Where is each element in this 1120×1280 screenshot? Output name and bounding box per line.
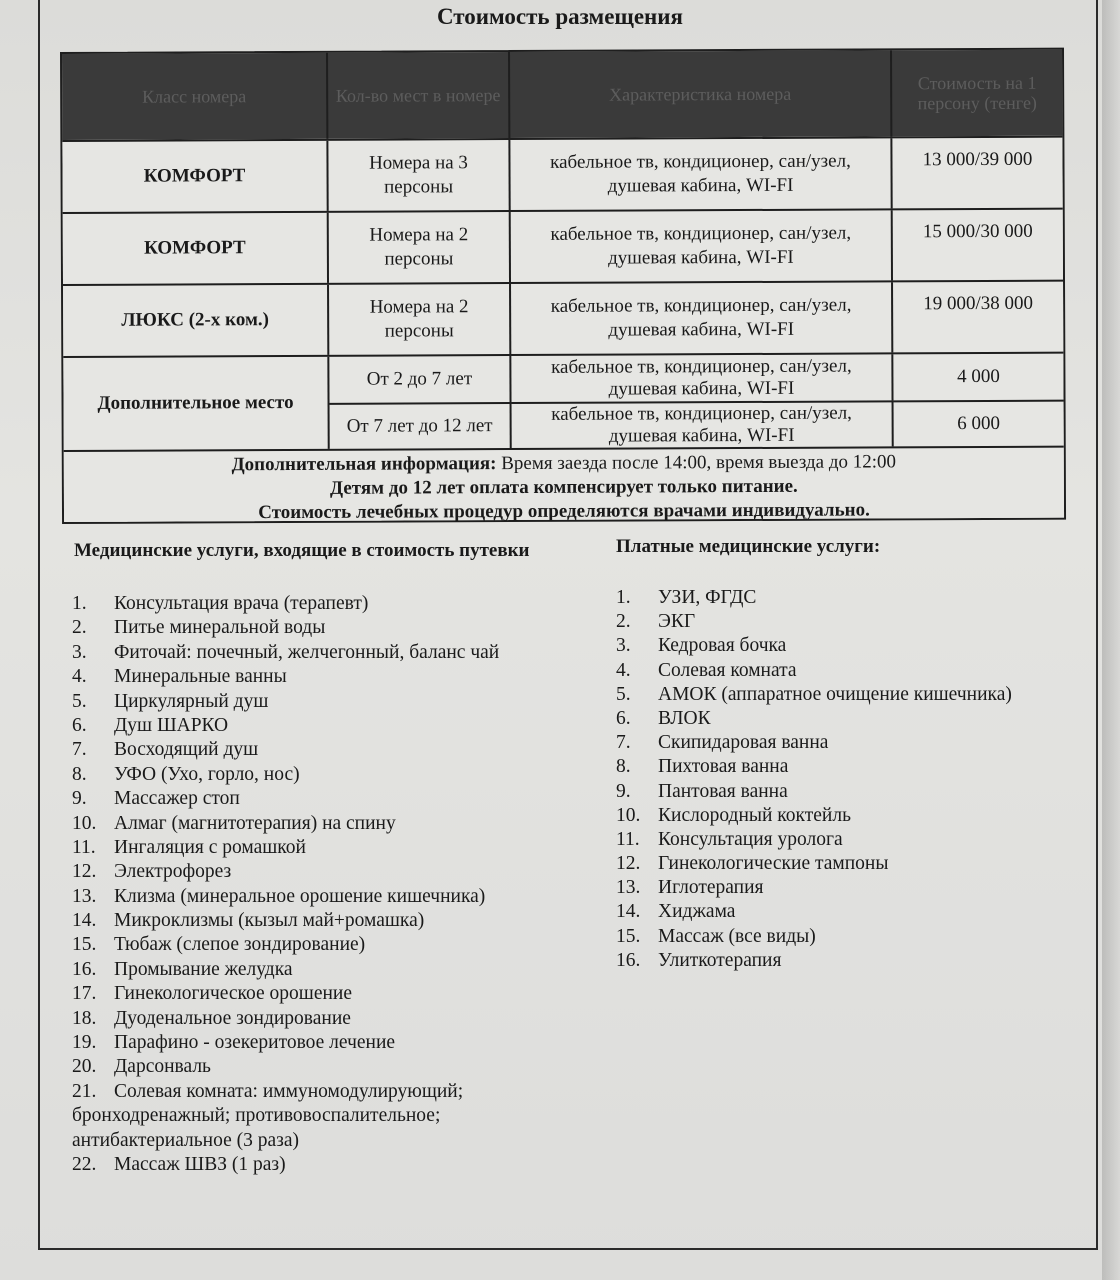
list-item-text: Консультация врача (терапевт) xyxy=(114,593,369,614)
list-item-number: 15. xyxy=(72,934,97,956)
list-item xyxy=(616,852,1096,876)
list-item-number: 8. xyxy=(72,763,87,785)
list-item-number: 9. xyxy=(72,788,87,810)
list-item-number: 22. xyxy=(72,1154,97,1176)
list-item-number: 1. xyxy=(616,587,631,608)
page-title: Стоимость размещения xyxy=(437,4,683,29)
additional-info xyxy=(64,446,1064,522)
list-item-text: Пихтовая ванна xyxy=(658,756,789,778)
list-item-text: Душ ШАРКО xyxy=(114,714,229,736)
list-item xyxy=(616,659,1096,683)
list-item-text: Дуоденальное зондирование xyxy=(114,1007,351,1029)
list-item-text: Хиджама xyxy=(658,901,736,923)
list-item xyxy=(616,949,1096,973)
list-item-text: Консультация уролога xyxy=(658,828,843,850)
room-places: Номера на 2 персоны xyxy=(329,212,511,283)
list-item-text: Массаж (все виды) xyxy=(658,925,816,947)
list-item-number: 19. xyxy=(72,1032,97,1054)
room-class: КОМФОРТ xyxy=(62,141,328,212)
extra-price: 4 000 xyxy=(957,365,1000,388)
list-item-number: 15. xyxy=(616,925,641,947)
paid-services-list xyxy=(616,586,1096,973)
list-item xyxy=(616,731,1096,755)
header-places: Кол-во мест в номере xyxy=(328,52,510,139)
list-item xyxy=(72,616,592,640)
list-item xyxy=(72,690,592,714)
room-places: Номера на 2 персоны xyxy=(329,284,511,355)
list-item xyxy=(72,1153,592,1177)
list-item-text: Иглотерапия xyxy=(658,877,764,899)
room-places: Номера на 3 персоны xyxy=(328,140,510,211)
list-item-number: 5. xyxy=(616,683,631,705)
list-item-number: 14. xyxy=(72,910,97,932)
room-price: 13 000/39 000 xyxy=(922,148,1033,171)
list-item-number: 11. xyxy=(72,836,96,858)
list-item-text: Солевая комната: иммуномодулирующий; бронходренажный; противовоспалительное; антибактериальное (3 раза) xyxy=(72,1080,464,1151)
room-class: КОМФОРТ xyxy=(63,213,329,284)
list-item xyxy=(616,876,1096,900)
list-item-text: Скипидаровая ванна xyxy=(658,732,829,754)
list-item xyxy=(616,707,1096,731)
list-item-number: 21. xyxy=(72,1080,97,1102)
table-row xyxy=(63,280,1063,356)
list-item-text: УФО (Ухо, горло, нос) xyxy=(114,763,300,785)
list-item xyxy=(72,885,592,909)
list-item-number: 13. xyxy=(616,877,641,899)
list-item-text: Микроклизмы (кызыл май+ромашка) xyxy=(114,910,425,932)
list-item-number: 12. xyxy=(616,853,641,875)
list-item-number: 16. xyxy=(616,949,641,971)
list-item-number: 2. xyxy=(616,611,631,633)
room-class: ЛЮКС (2-х ком.) xyxy=(63,285,329,356)
info-line-3 xyxy=(64,498,1064,526)
list-item-text: Алмаг (магнитотерапия) на спину xyxy=(114,812,396,834)
header-price: Стоимость на 1 персону (тенге) xyxy=(917,72,1037,114)
list-item xyxy=(72,860,592,884)
list-item-text: Кедровая бочка xyxy=(658,635,787,657)
pricing-table xyxy=(60,48,1066,524)
list-item-text: ЭКГ xyxy=(658,611,696,633)
list-item xyxy=(616,925,1096,949)
list-item-number: 2. xyxy=(72,617,87,639)
room-features: кабельное тв, кондиционер, сан/узел, душевая кабина, WI-FI xyxy=(511,210,893,282)
list-item-number: 6. xyxy=(72,714,87,736)
list-item xyxy=(72,958,592,982)
list-item xyxy=(72,714,592,738)
list-item-text: Массаж ШВЗ (1 раз) xyxy=(114,1154,286,1176)
table-row xyxy=(62,136,1062,212)
list-item-text: Минеральные ванны xyxy=(114,666,287,688)
list-item-text: Фиточай: почечный, желчегонный, баланс чай xyxy=(114,641,500,663)
list-item-text: УЗИ, ФГДС xyxy=(658,587,757,608)
list-item-text: Пантовая ванна xyxy=(658,780,788,802)
list-item-number: 10. xyxy=(72,812,97,834)
list-item xyxy=(72,1055,592,1079)
list-item-number: 12. xyxy=(72,861,97,883)
header-class: Класс номера xyxy=(62,53,328,140)
room-price: 19 000/38 000 xyxy=(923,292,1034,315)
list-item-text: ВЛОК xyxy=(658,707,711,729)
paid-services-heading: Платные медицинские услуги: xyxy=(616,536,881,557)
room-features: кабельное тв, кондиционер, сан/узел, душевая кабина, WI-FI xyxy=(510,138,892,210)
list-item-number: 4. xyxy=(616,659,631,681)
list-item xyxy=(616,828,1096,852)
list-item xyxy=(72,1080,592,1153)
extra-features: кабельное тв, кондиционер, сан/узел, душевая кабина, WI-FI xyxy=(511,354,893,402)
list-item xyxy=(616,634,1096,658)
list-item-number: 3. xyxy=(72,641,87,663)
list-item xyxy=(72,836,592,860)
included-services-heading: Медицинские услуги, входящие в стоимость путевки xyxy=(74,540,530,561)
info-children: Детям до 12 лет оплата компенсирует только питание. xyxy=(329,475,798,499)
included-services-list xyxy=(72,592,592,1177)
room-features: кабельное тв, кондиционер, сан/узел, душевая кабина, WI-FI xyxy=(511,282,893,354)
list-item xyxy=(72,738,592,762)
list-item-number: 16. xyxy=(72,958,97,980)
list-item xyxy=(72,592,592,616)
list-item-text: Электрофорез xyxy=(114,861,232,883)
paper-edge xyxy=(1102,0,1120,1280)
list-item xyxy=(72,933,592,957)
list-item-number: 13. xyxy=(72,885,97,907)
list-item xyxy=(72,982,592,1006)
list-item-number: 11. xyxy=(616,828,640,850)
list-item xyxy=(616,804,1096,828)
list-item xyxy=(616,780,1096,804)
room-price: 15 000/30 000 xyxy=(922,220,1033,243)
list-item xyxy=(72,909,592,933)
list-item xyxy=(616,683,1096,707)
list-item-text: АМОК (аппаратное очищение кишечника) xyxy=(658,683,1012,705)
list-item-text: Клизма (минеральное орошение кишечника) xyxy=(114,885,486,907)
list-item xyxy=(616,755,1096,779)
list-item-number: 9. xyxy=(616,780,631,802)
list-item-number: 1. xyxy=(72,593,87,614)
list-item-number: 8. xyxy=(616,756,631,778)
list-item xyxy=(72,641,592,665)
info-label: Дополнительная информация: xyxy=(231,453,497,476)
list-item xyxy=(616,586,1096,610)
list-item-text: Дарсонваль xyxy=(114,1056,211,1078)
list-item-text: Парафино - озекеритовое лечение xyxy=(114,1032,396,1054)
list-item-number: 3. xyxy=(616,635,631,657)
list-item-text: Улиткотерапия xyxy=(658,949,782,971)
list-item-number: 17. xyxy=(72,983,97,1005)
list-item xyxy=(72,787,592,811)
list-item-text: Ингаляция с ромашкой xyxy=(114,836,306,858)
info-procedures: Стоимость лечебных процедур определяются врачами индивидуально. xyxy=(258,499,870,524)
extra-price: 6 000 xyxy=(894,400,1064,447)
list-item-text: Питье минеральной воды xyxy=(114,617,326,639)
list-item-number: 5. xyxy=(72,690,87,712)
list-item-text: Солевая комната xyxy=(658,659,797,681)
list-item-number: 7. xyxy=(72,739,87,761)
list-item xyxy=(72,812,592,836)
list-item-text: Гинекологические тампоны xyxy=(658,853,889,875)
header-features: Характеристика номера xyxy=(510,50,892,138)
list-item xyxy=(72,1031,592,1055)
list-item-number: 10. xyxy=(616,804,641,826)
extra-bed-class: Дополнительное место xyxy=(63,357,329,450)
extra-features: кабельное тв, кондиционер, сан/узел, душевая кабина, WI-FI xyxy=(512,400,894,448)
list-item xyxy=(72,665,592,689)
list-item xyxy=(72,763,592,787)
list-item-text: Циркулярный душ xyxy=(114,690,269,712)
extra-bed-rows xyxy=(63,352,1063,450)
list-item-text: Промывание желудка xyxy=(114,958,293,980)
list-item-number: 18. xyxy=(72,1007,97,1029)
list-item-text: Массажер стоп xyxy=(114,788,240,810)
list-item-text: Тюбаж (слепое зондирование) xyxy=(114,934,366,956)
table-header xyxy=(62,50,1062,140)
list-item-number: 20. xyxy=(72,1056,97,1078)
table-row xyxy=(63,208,1063,284)
list-item xyxy=(616,900,1096,924)
list-item-number: 7. xyxy=(616,732,631,754)
list-item xyxy=(72,1007,592,1031)
extra-age-range: От 7 лет до 12 лет xyxy=(330,402,512,449)
extra-age-range: От 2 до 7 лет xyxy=(329,356,511,403)
list-item-number: 6. xyxy=(616,707,631,729)
list-item xyxy=(616,610,1096,634)
list-item-number: 14. xyxy=(616,901,641,923)
list-item-text: Восходящий душ xyxy=(114,739,259,761)
list-item-number: 4. xyxy=(72,666,87,688)
info-text: Время заезда после 14:00, время выезда до 12:00 xyxy=(496,451,897,475)
list-item-text: Кислородный коктейль xyxy=(658,804,851,826)
list-item-text: Гинекологическое орошение xyxy=(114,983,352,1005)
